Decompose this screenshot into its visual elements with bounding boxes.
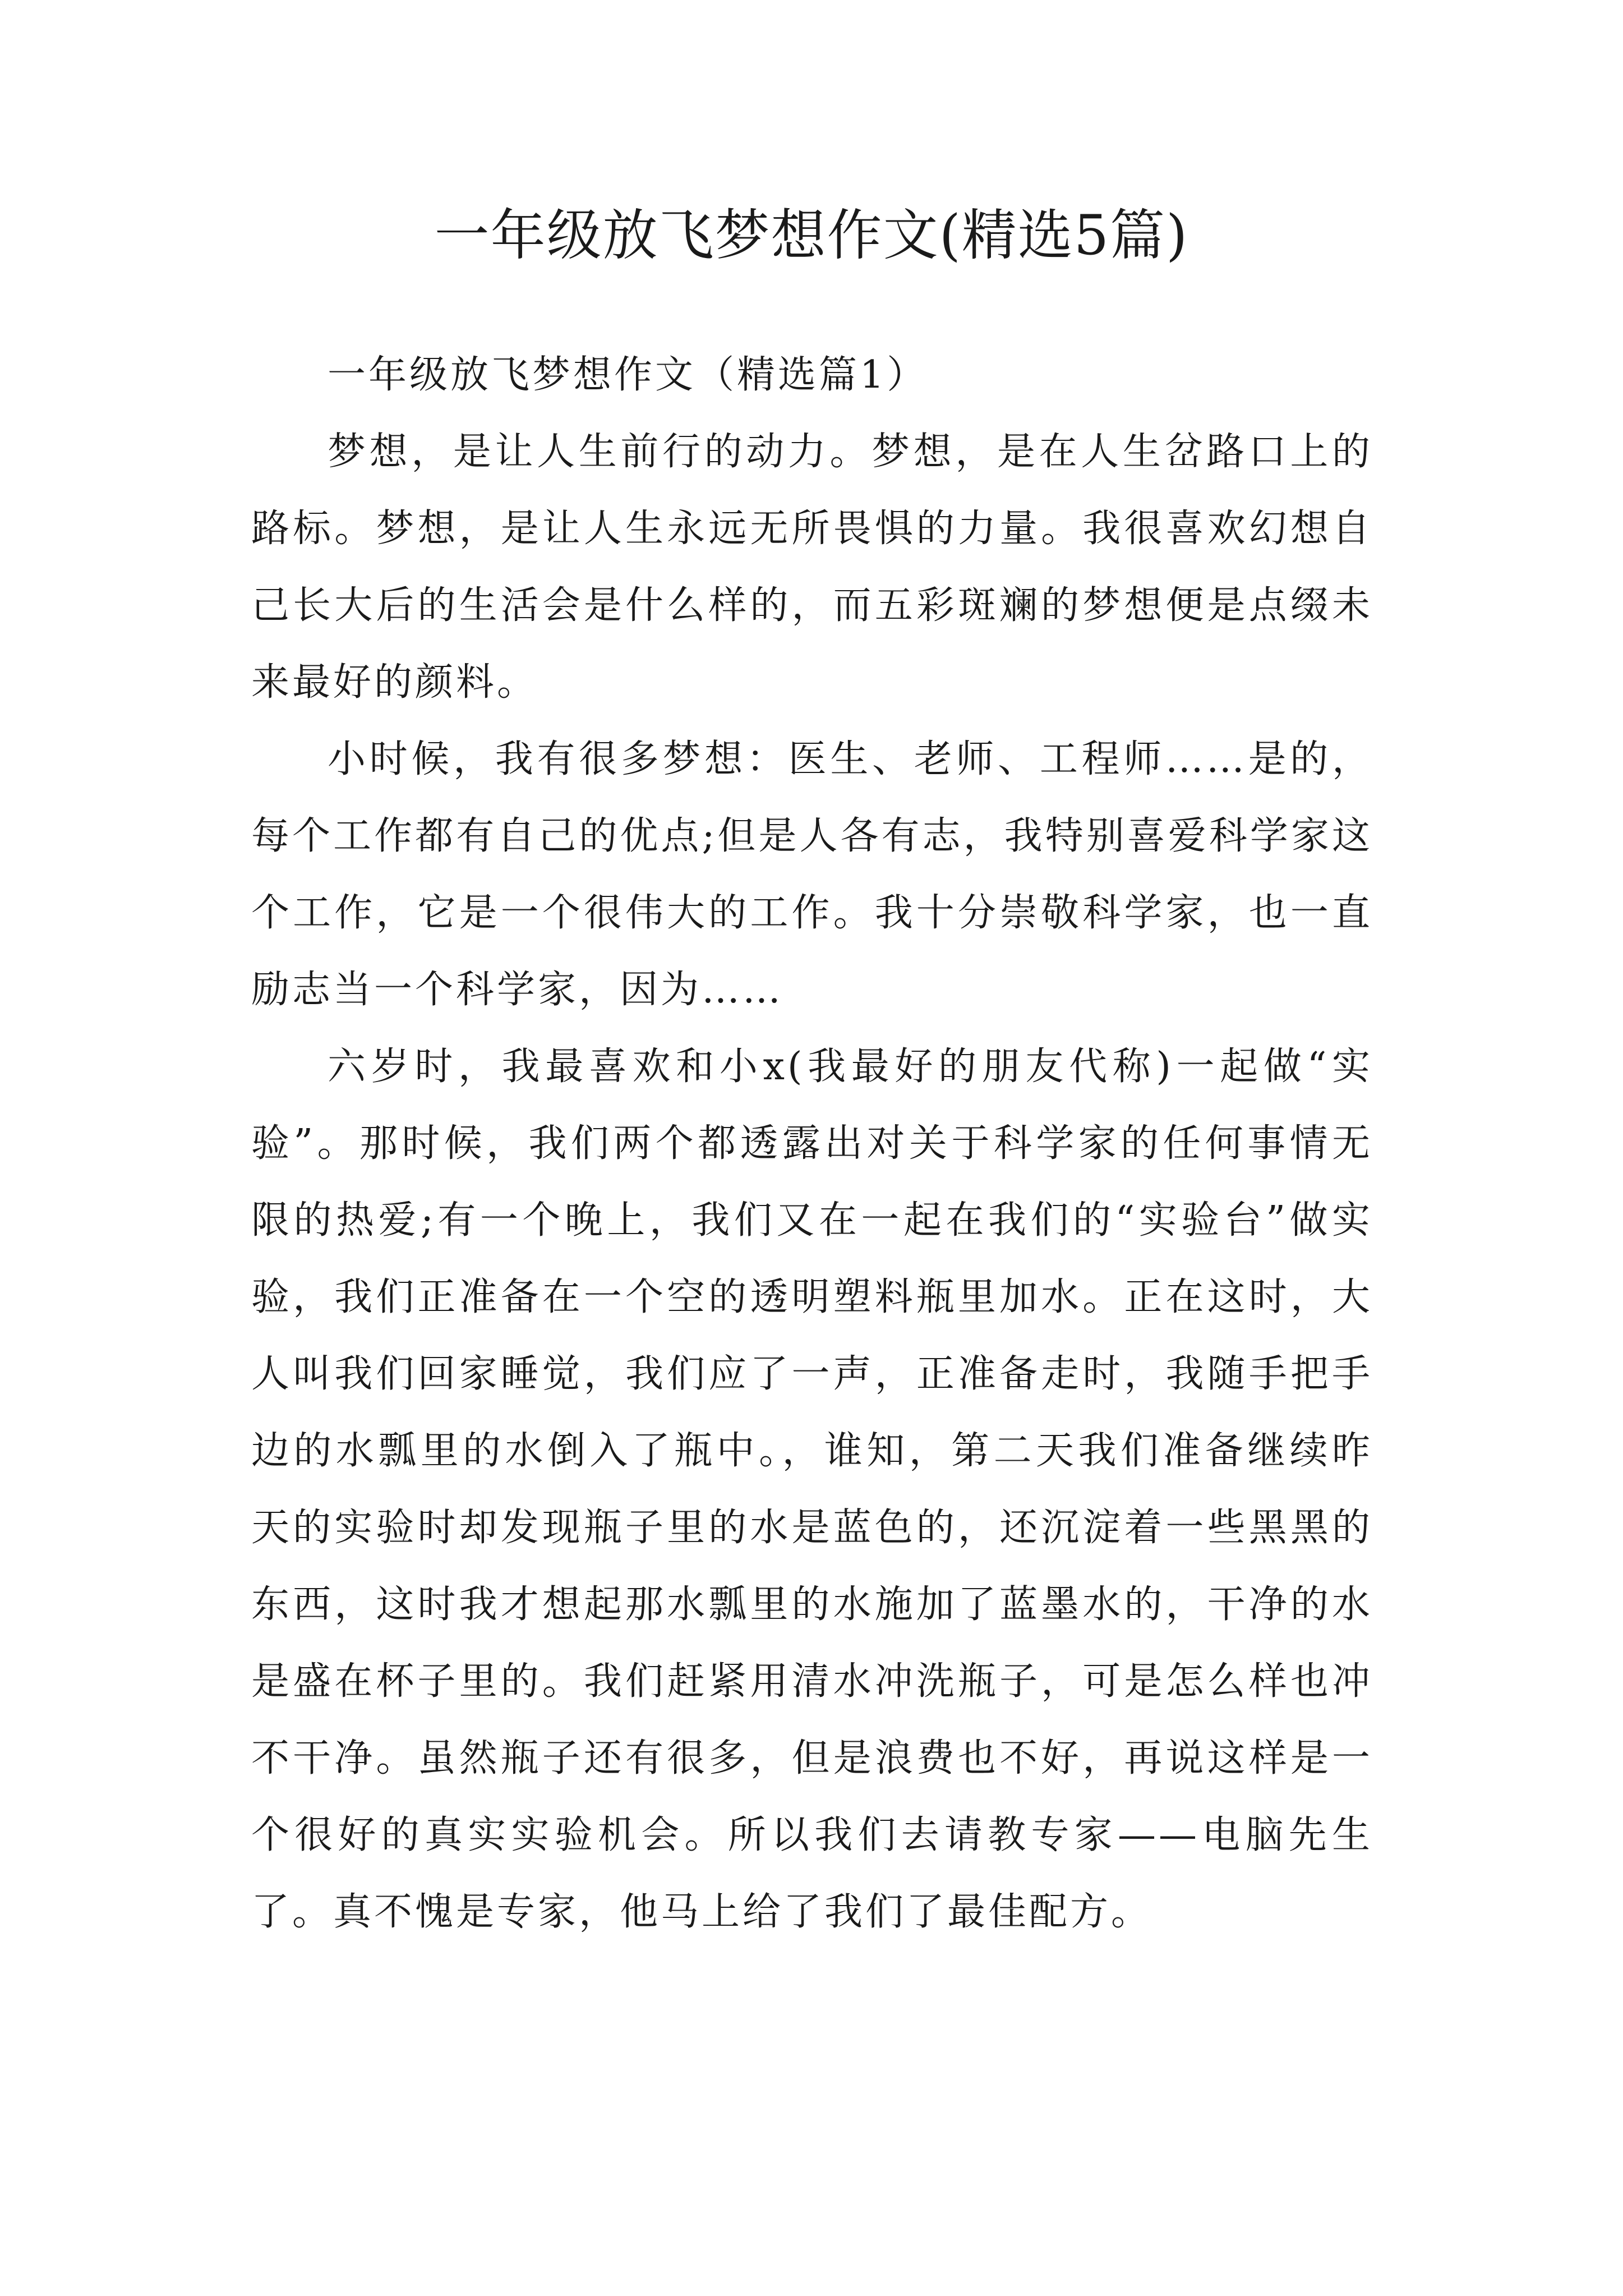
document-body [251,337,1373,1950]
paragraph: 梦想，是让人生前行的动力。梦想，是在人生岔路口上的路标。梦想，是让人生永远无所畏惧的力量。我很喜欢幻想自己长大后的生活会是什么样的，而五彩斑斓的梦想便是点缀未来最好的颜料。 [251,430,1373,705]
document-title: 一年级放飞梦想作文(精选5篇) [434,204,1189,268]
paragraph: 小时候，我有很多梦想：医生、老师、工程师……是的，每个工作都有自己的优点;但是人各有志，我特别喜爱科学家这个工作，它是一个很伟大的工作。我十分崇敬科学家，也一直励志当一个科学家，因为…… [251,737,1373,1012]
paragraph: 六岁时，我最喜欢和小x(我最好的朋友代称)一起做“实验”。那时候，我们两个都透露出对关于科学家的任何事情无限的热爱;有一个晚上，我们又在一起在我们的“实验台”做实验，我们正准备在一个空的透明塑料瓶里加水。正在这时，大人叫我们回家睡觉，我们应了一声，正准备走时，我随手把手边的水瓢里的水倒入了瓶中。，谁知，第二天我们准备继续昨天的实验时却发现瓶子里的水是蓝色的，还沉淀着一些黑黑的东西，这时我才想起那水瓢里的水施加了蓝墨水的，干净的水是盛在杯子里的。我们赶紧用清水冲洗瓶子，可是怎么样也冲不干净。虽然瓶子还有很多，但是浪费也不好，再说这样是一个很好的真实实验机会。所以我们去请教专家——电脑先生了。真不愧是专家，他马上给了我们了最佳配方。 [251,1045,1373,1934]
section-heading: 一年级放飞梦想作文（精选篇1） [328,353,928,397]
